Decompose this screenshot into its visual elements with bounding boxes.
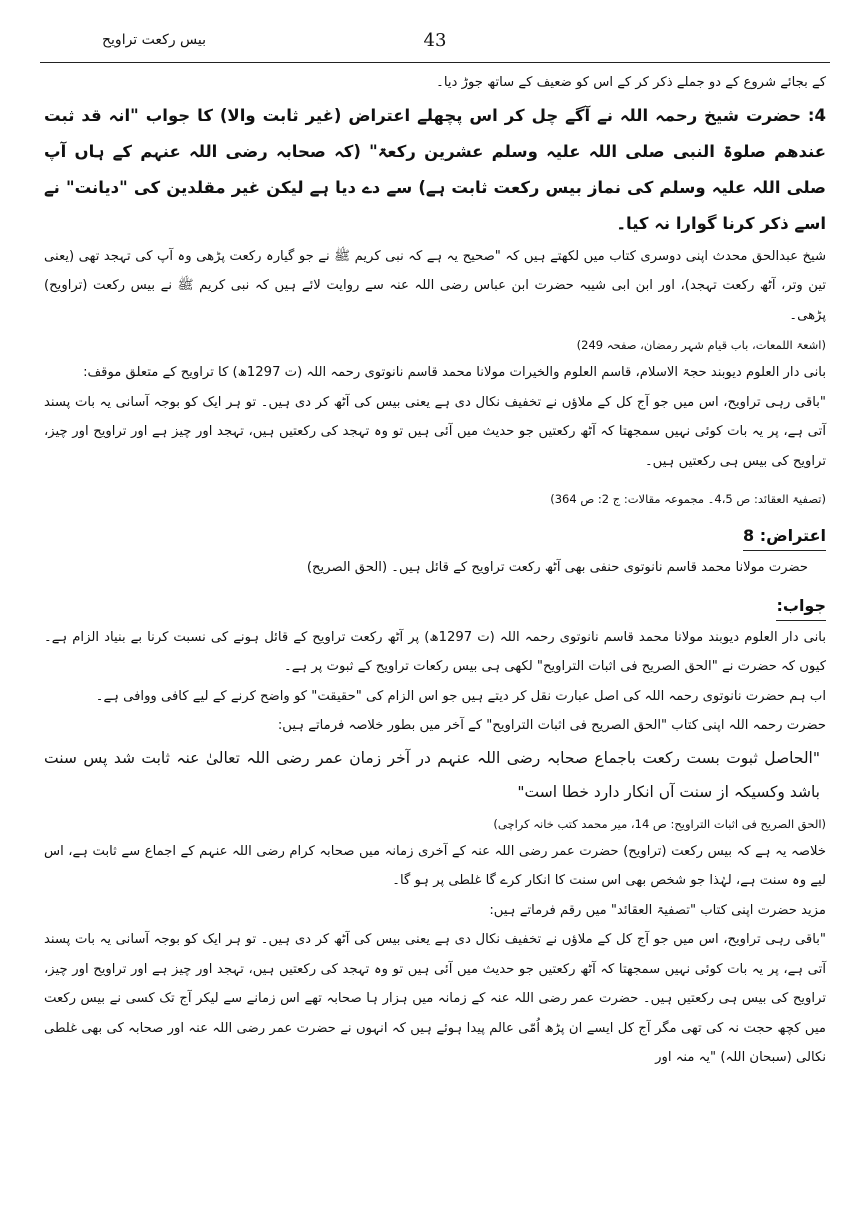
running-title: بیس رکعت تراویح [102,32,207,48]
paragraph: کے بجائے شروع کے دو جملے ذکر کر کے اس کو ضعیف کے ساتھ جوڑ دیا۔ [436,75,826,90]
paragraph: حضرت رحمہ اللہ اپنی کتاب "الحق الصریح فی اثبات التراویح" کے آخر میں بطور خلاصہ فرماتے ہیں: [277,718,826,733]
answer-heading: جواب: [776,592,826,621]
paragraph: خلاصہ یہ ہے کہ بیس رکعت (تراویح) حضرت عمر رضی اللہ عنہ کے آخری زمانہ میں صحابہ کرام رضی اللہ عنہم کے اجماع سے ثابت ہے، اس لیے وہ سنت ہے، لہٰذا جو شخص بھی اس سنت کا انکار کرے گا غلطی پر ہو گا۔ [44,843,826,888]
persian-quote: "الحاصل ثبوت بست رکعت باجماع صحابہ رضی اللہ عنہم در آخر زمان عمر رضی اللہ تعالیٰ عنہ ثابت شد پس سنت باشد وکسیکہ از سنت آں انکار دارد خطا است" [44,748,820,801]
page-header [40,18,830,63]
page-number: 43 [423,30,447,51]
page-body [44,68,826,1073]
paragraph-point-4: 4: حضرت شیخ رحمہ اللہ نے آگے چل کر اس پچھلے اعتراض (غیر ثابت والا) کا جواب "انہ قد ثبت عندھم صلوۃ النبی صلی اللہ علیہ وسلم عشرین رکعۃ" (کہ صحابہ رضی اللہ عنہم کے ہاں آپ صلی اللہ علیہ وسلم کی نماز بیس رکعت ثابت ہے) سے دے دیا ہے لیکن غیر مقلدین کی "دیانت" نے اسے ذکر کرنا گوارا نہ کیا۔ [44,105,826,233]
paragraph: مزید حضرت اپنی کتاب "تصفیۃ العقائد" میں رقم فرماتے ہیں: [489,902,826,918]
paragraph: اب ہم حضرت نانوتوی رحمہ اللہ کی اصل عبارت نقل کر دیتے ہیں جو اس الزام کی "حقیقت" کو واضح کرنے کے لیے کافی ووافی ہے۔ [95,688,826,704]
objection-text: حضرت مولانا محمد قاسم نانوتوی حنفی بھی آٹھ رکعت تراویح کے قائل ہیں۔ (الحق الصریح) [306,559,808,575]
objection-heading: اعتراض: 8 [743,522,826,551]
citation: (الحق الصریح فی اثبات التراویح: ص 14، میر محمد کتب خانہ کراچی) [493,816,826,831]
citation: (تصفیۃ العقائد: ص 4،5۔ مجموعہ مقالات: ج 2: ص 364) [550,492,826,506]
paragraph: بانی دار العلوم دیوبند مولانا محمد قاسم نانوتوی رحمہ اللہ (ت 1297ھ) پر آٹھ رکعت تراویح کے قائل ہونے کی نسبت کرنا بے بنیاد الزام ہے۔ کیوں کہ حضرت نے "الحق الصریح فی اثبات التراویح" لکھی ہی بیس رکعات تراویح کے ثبوت پر ہے۔ [44,629,826,674]
quote: "باقی رہی تراویح، اس میں جو آج کل کے ملاؤں نے تخفیف نکال دی ہے یعنی بیس کی آٹھ کر دی ہیں۔ تو ہر ایک کو بوجہ آسانی یہ بات پسند آتی ہے، پر یہ بات کوئی نہیں سمجھتا کہ آٹھ رکعتیں جو حدیث میں آئی ہیں تو وہ تہجد کی رکعتیں ہیں، تہجد اور چیز ہے اور تراویح اور چیز، تراویح کی بیس ہی رکعتیں ہیں۔ [44,394,826,469]
paragraph: بانی دار العلوم دیوبند حجۃ الاسلام، قاسم العلوم والخیرات مولانا محمد قاسم نانوتوی رحمہ اللہ (ت 1297ھ) کا تراویح کے متعلق موقف: [83,365,826,380]
quote: "باقی رہی تراویح، اس میں جو آج کل کے ملاؤں نے تخفیف نکال دی ہے یعنی بیس کی آٹھ کر دی ہیں۔ تو ہر ایک کو بوجہ آسانی یہ بات پسند آتی ہے، پر یہ بات کوئی نہیں سمجھتا کہ آٹھ رکعتیں جو حدیث میں آئی ہیں تو وہ تہجد کی رکعتیں ہیں، تہجد اور چیز ہے اور تراویح اور چیز، تراویح کی بیس ہی رکعتیں ہیں۔ حضرت عمر رضی اللہ عنہ کے زمانہ میں ہزار ہا صحابہ تھے اس زمانے سے لیکر آج تک کسی نے بیس رکعت میں کچھ حجت نہ کی تھی مگر آج کل ایسے ان پڑھ اُمّی عالم پیدا ہوئے ہیں کہ انہوں نے حضرت عمر رضی اللہ عنہ اور صحابہ کی بھی غلطی نکالی (سبحان اللہ) "یہ منہ اور [44,932,826,1065]
citation: (اشعۃ اللمعات، باب قیام شہر رمضان، صفحہ 249) [576,338,826,352]
paragraph: شیخ عبدالحق محدث اپنی دوسری کتاب میں لکھتے ہیں کہ "صحیح یہ ہے کہ نبی کریم ﷺ نے جو گیارہ رکعت پڑھی وہ آپ کی تہجد تھی (یعنی تین وتر، آٹھ رکعت تہجد)، اور ابن ابی شیبہ حضرت ابن عباس رضی اللہ عنہ سے روایت لائے ہیں کہ نبی کریم ﷺ نے بیس رکعت (تراویح) پڑھی۔ [44,248,826,323]
